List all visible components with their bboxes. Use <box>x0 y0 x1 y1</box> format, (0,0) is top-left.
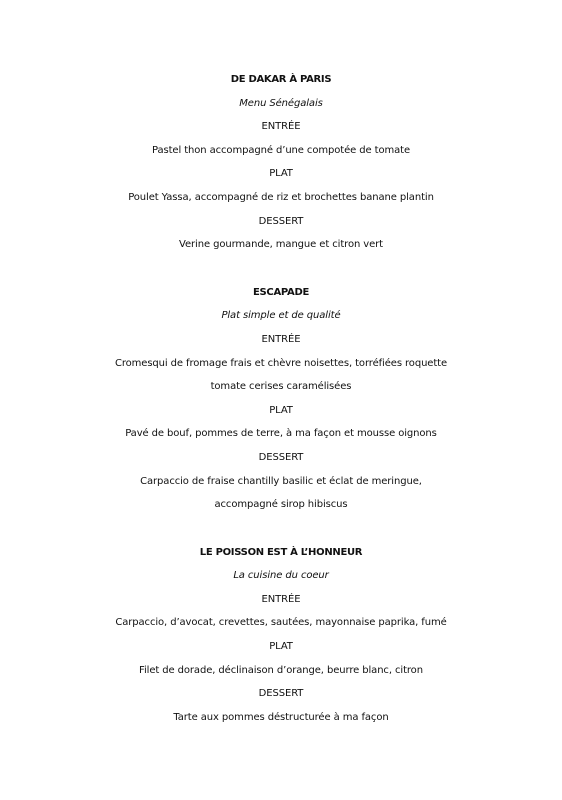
menu-subtitle: La cuisine du coeur <box>233 570 329 582</box>
course-dessert: Tarte aux pommes déstructurée à ma façon <box>173 711 389 723</box>
course-label-plat: PLAT <box>269 168 293 180</box>
course-label-dessert: DESSERT <box>258 215 304 227</box>
menu-title: DE DAKAR À PARIS <box>230 74 332 85</box>
course-entree: Carpaccio, d’avocat, crevettes, sautées, mayonnaise paprika, fumé <box>115 617 447 629</box>
course-label-plat: PLAT <box>269 641 293 653</box>
course-plat: Poulet Yassa, accompagné de riz et brochettes banane plantin <box>128 191 434 203</box>
course-label-entree: ENTRÉE <box>261 333 301 345</box>
course-dessert-line-2: accompagné sirop hibiscus <box>214 499 348 511</box>
course-plat: Filet de dorade, déclinaison d’orange, beurre blanc, citron <box>139 664 423 676</box>
course-plat: Pavé de bouf, pommes de terre, à ma façon et mousse oignons <box>125 428 437 440</box>
menu-title: ESCAPADE <box>253 286 309 298</box>
menu-dakar-paris <box>0 68 562 257</box>
menu-escapade <box>0 281 562 517</box>
course-entree-line-1: Cromesqui de fromage frais et chèvre noisettes, torréfiées roquette <box>114 357 448 369</box>
menu-subtitle: Plat simple et de qualité <box>221 310 341 322</box>
course-entree-line-2: tomate cerises caramélisées <box>210 381 352 393</box>
menu-title: LE POISSON EST À L’HONNEUR <box>199 546 363 558</box>
course-dessert-line-1: Carpaccio de fraise chantilly basilic et éclat de meringue, <box>140 475 422 487</box>
course-label-entree: ENTRÉE <box>261 121 301 133</box>
course-dessert: Verine gourmande, mangue et citron vert <box>179 239 383 251</box>
course-label-entree: ENTRÉE <box>261 593 301 605</box>
menu-subtitle: Menu Sénégalais <box>239 97 323 109</box>
course-entree: Pastel thon accompagné d’une compotée de tomate <box>151 144 411 156</box>
course-label-plat: PLAT <box>269 404 293 416</box>
menu-poisson <box>0 541 562 730</box>
course-label-dessert: DESSERT <box>258 688 304 700</box>
course-label-dessert: DESSERT <box>258 451 304 463</box>
